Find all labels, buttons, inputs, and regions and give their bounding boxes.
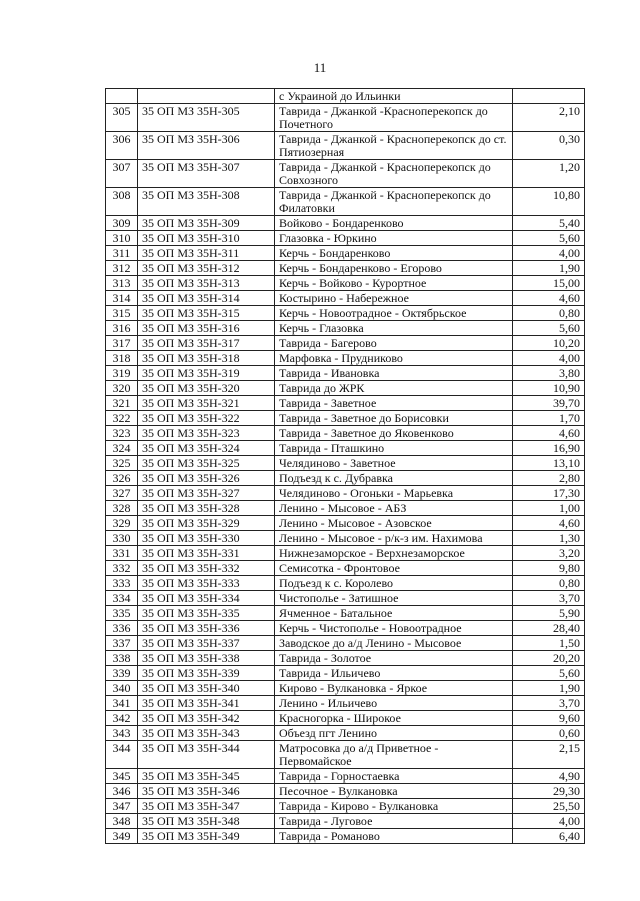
road-name: Ячменное - Батальное: [275, 606, 513, 621]
road-code: 35 ОП МЗ 35Н-345: [138, 769, 275, 784]
road-code: 35 ОП МЗ 35Н-332: [138, 561, 275, 576]
table-row: [106, 441, 585, 456]
road-code: [138, 89, 275, 104]
road-code: 35 ОП МЗ 35Н-348: [138, 814, 275, 829]
table-row: [106, 769, 585, 784]
row-number: 348: [106, 814, 138, 829]
table-row: [106, 666, 585, 681]
row-number: 346: [106, 784, 138, 799]
road-code: 35 ОП МЗ 35Н-306: [138, 132, 275, 160]
road-code: 35 ОП МЗ 35Н-319: [138, 366, 275, 381]
road-length: 3,70: [513, 696, 585, 711]
road-name: Таврида - Золотое: [275, 651, 513, 666]
row-number: 332: [106, 561, 138, 576]
road-code: 35 ОП МЗ 35Н-305: [138, 104, 275, 132]
row-number: 337: [106, 636, 138, 651]
table-row: [106, 621, 585, 636]
row-number: 333: [106, 576, 138, 591]
table-row: [106, 591, 585, 606]
road-length: 3,20: [513, 546, 585, 561]
road-name: Челядиново - Заветное: [275, 456, 513, 471]
road-name: Подъезд к с. Королево: [275, 576, 513, 591]
table-row: [106, 276, 585, 291]
road-name: Керчь - Чистополье - Новоотрадное: [275, 621, 513, 636]
row-number: 342: [106, 711, 138, 726]
road-name: Подъезд к с. Дубравка: [275, 471, 513, 486]
table-row: [106, 456, 585, 471]
table-row: [106, 216, 585, 231]
table-row: [106, 576, 585, 591]
road-name: Таврида - Джанкой - Красноперекопск до Филатовки: [275, 188, 513, 216]
table-row: [106, 814, 585, 829]
page-number: 11: [313, 60, 327, 75]
row-number: 315: [106, 306, 138, 321]
table-row: [106, 799, 585, 814]
road-code: 35 ОП МЗ 35Н-316: [138, 321, 275, 336]
road-code: 35 ОП МЗ 35Н-341: [138, 696, 275, 711]
table-row: [106, 411, 585, 426]
row-number: 323: [106, 426, 138, 441]
table-row: [106, 231, 585, 246]
row-number: 305: [106, 104, 138, 132]
table-row: [106, 516, 585, 531]
road-length: 3,70: [513, 591, 585, 606]
row-number: 314: [106, 291, 138, 306]
road-length: [513, 89, 585, 104]
road-name: Таврида - Луговое: [275, 814, 513, 829]
row-number: 307: [106, 160, 138, 188]
road-code: 35 ОП МЗ 35Н-309: [138, 216, 275, 231]
row-number: 318: [106, 351, 138, 366]
road-length: 5,60: [513, 321, 585, 336]
row-number: 340: [106, 681, 138, 696]
road-name: Таврида - Заветное до Борисовки: [275, 411, 513, 426]
road-length: 1,20: [513, 160, 585, 188]
table-row: [106, 89, 585, 104]
road-length: 28,40: [513, 621, 585, 636]
row-number: 325: [106, 456, 138, 471]
row-number: [106, 89, 138, 104]
road-name: Кирово - Вулкановка - Яркое: [275, 681, 513, 696]
table-row: [106, 336, 585, 351]
row-number: 336: [106, 621, 138, 636]
road-length: 1,70: [513, 411, 585, 426]
road-name: Песочное - Вулкановка: [275, 784, 513, 799]
table-row: [106, 188, 585, 216]
road-length: 1,30: [513, 531, 585, 546]
road-name: Керчь - Бондаренково - Егорово: [275, 261, 513, 276]
row-number: 330: [106, 531, 138, 546]
table-row: [106, 132, 585, 160]
table-row: [106, 561, 585, 576]
road-length: 9,80: [513, 561, 585, 576]
road-name: Нижнезаморское - Верхнезаморское: [275, 546, 513, 561]
road-name: Таврида до ЖРК: [275, 381, 513, 396]
row-number: 321: [106, 396, 138, 411]
road-code: 35 ОП МЗ 35Н-311: [138, 246, 275, 261]
road-name: Таврида - Кирово - Вулкановка: [275, 799, 513, 814]
table-row: [106, 291, 585, 306]
road-length: 3,80: [513, 366, 585, 381]
road-length: 9,60: [513, 711, 585, 726]
road-name: Глазовка - Юркино: [275, 231, 513, 246]
road-length: 2,15: [513, 741, 585, 769]
road-code: 35 ОП МЗ 35Н-308: [138, 188, 275, 216]
road-code: 35 ОП МЗ 35Н-326: [138, 471, 275, 486]
road-code: 35 ОП МЗ 35Н-349: [138, 829, 275, 844]
road-code: 35 ОП МЗ 35Н-347: [138, 799, 275, 814]
road-code: 35 ОП МЗ 35Н-333: [138, 576, 275, 591]
row-number: 335: [106, 606, 138, 621]
row-number: 312: [106, 261, 138, 276]
road-code: 35 ОП МЗ 35Н-330: [138, 531, 275, 546]
road-code: 35 ОП МЗ 35Н-329: [138, 516, 275, 531]
road-name: с Украиной до Ильинки: [275, 89, 513, 104]
road-length: 4,60: [513, 516, 585, 531]
road-name: Керчь - Новоотрадное - Октябрьское: [275, 306, 513, 321]
road-length: 0,80: [513, 306, 585, 321]
row-number: 334: [106, 591, 138, 606]
road-length: 1,90: [513, 681, 585, 696]
road-name: Таврида - Багерово: [275, 336, 513, 351]
road-name: Таврида - Горностаевка: [275, 769, 513, 784]
row-number: 320: [106, 381, 138, 396]
road-length: 4,00: [513, 814, 585, 829]
row-number: 322: [106, 411, 138, 426]
table-row: [106, 321, 585, 336]
table-row: [106, 681, 585, 696]
road-code: 35 ОП МЗ 35Н-339: [138, 666, 275, 681]
road-code: 35 ОП МЗ 35Н-342: [138, 711, 275, 726]
road-name: Таврида - Ильичево: [275, 666, 513, 681]
row-number: 326: [106, 471, 138, 486]
road-code: 35 ОП МЗ 35Н-321: [138, 396, 275, 411]
road-code: 35 ОП МЗ 35Н-313: [138, 276, 275, 291]
row-number: 339: [106, 666, 138, 681]
road-length: 1,50: [513, 636, 585, 651]
road-length: 4,60: [513, 426, 585, 441]
table-row: [106, 261, 585, 276]
table-row: [106, 696, 585, 711]
table-row: [106, 396, 585, 411]
road-code: 35 ОП МЗ 35Н-324: [138, 441, 275, 456]
road-code: 35 ОП МЗ 35Н-346: [138, 784, 275, 799]
road-name: Семисотка - Фронтовое: [275, 561, 513, 576]
road-length: 2,10: [513, 104, 585, 132]
road-length: 10,80: [513, 188, 585, 216]
table-row: [106, 726, 585, 741]
road-code: 35 ОП МЗ 35Н-307: [138, 160, 275, 188]
row-number: 306: [106, 132, 138, 160]
road-length: 15,00: [513, 276, 585, 291]
row-number: 347: [106, 799, 138, 814]
road-name: Таврида - Джанкой - Красноперекопск до Совхозного: [275, 160, 513, 188]
road-code: 35 ОП МЗ 35Н-314: [138, 291, 275, 306]
road-code: 35 ОП МЗ 35Н-327: [138, 486, 275, 501]
road-length: 4,00: [513, 246, 585, 261]
row-number: 331: [106, 546, 138, 561]
table-row: [106, 486, 585, 501]
row-number: 317: [106, 336, 138, 351]
row-number: 308: [106, 188, 138, 216]
road-name: Заводское до а/д Ленино - Мысовое: [275, 636, 513, 651]
road-name: Таврида - Пташкино: [275, 441, 513, 456]
road-name: Ленино - Мысовое - р/к-з им. Нахимова: [275, 531, 513, 546]
road-length: 10,20: [513, 336, 585, 351]
road-name: Керчь - Войково - Курортное: [275, 276, 513, 291]
road-code: 35 ОП МЗ 35Н-320: [138, 381, 275, 396]
road-length: 39,70: [513, 396, 585, 411]
road-length: 17,30: [513, 486, 585, 501]
road-length: 0,80: [513, 576, 585, 591]
row-number: 319: [106, 366, 138, 381]
road-length: 5,90: [513, 606, 585, 621]
table-row: [106, 246, 585, 261]
row-number: 311: [106, 246, 138, 261]
row-number: 344: [106, 741, 138, 769]
road-code: 35 ОП МЗ 35Н-334: [138, 591, 275, 606]
road-length: 5,60: [513, 666, 585, 681]
table-row: [106, 306, 585, 321]
road-code: 35 ОП МЗ 35Н-317: [138, 336, 275, 351]
row-number: 345: [106, 769, 138, 784]
road-length: 5,40: [513, 216, 585, 231]
table-row: [106, 711, 585, 726]
road-code: 35 ОП МЗ 35Н-318: [138, 351, 275, 366]
table-row: [106, 651, 585, 666]
road-name: Керчь - Глазовка: [275, 321, 513, 336]
row-number: 328: [106, 501, 138, 516]
row-number: 313: [106, 276, 138, 291]
road-code: 35 ОП МЗ 35Н-340: [138, 681, 275, 696]
roads-table-body: [106, 89, 585, 844]
table-row: [106, 606, 585, 621]
table-row: [106, 531, 585, 546]
table-row: [106, 741, 585, 769]
row-number: 324: [106, 441, 138, 456]
road-code: 35 ОП МЗ 35Н-312: [138, 261, 275, 276]
road-name: Костырино - Набережное: [275, 291, 513, 306]
table-row: [106, 381, 585, 396]
table-row: [106, 351, 585, 366]
road-name: Керчь - Бондаренково: [275, 246, 513, 261]
row-number: 343: [106, 726, 138, 741]
road-name: Красногорка - Широкое: [275, 711, 513, 726]
road-code: 35 ОП МЗ 35Н-344: [138, 741, 275, 769]
road-name: Таврида - Джанкой - Красноперекопск до ст. Пятиозерная: [275, 132, 513, 160]
table-row: [106, 104, 585, 132]
table-row: [106, 829, 585, 844]
road-length: 5,60: [513, 231, 585, 246]
row-number: 349: [106, 829, 138, 844]
roads-table: [105, 88, 585, 844]
road-length: 10,90: [513, 381, 585, 396]
road-code: 35 ОП МЗ 35Н-338: [138, 651, 275, 666]
road-name: Таврида - Джанкой -Красноперекопск до Почетного: [275, 104, 513, 132]
row-number: 316: [106, 321, 138, 336]
road-name: Объезд пгт Ленино: [275, 726, 513, 741]
road-code: 35 ОП МЗ 35Н-335: [138, 606, 275, 621]
road-length: 25,50: [513, 799, 585, 814]
road-length: 16,90: [513, 441, 585, 456]
road-length: 1,00: [513, 501, 585, 516]
road-name: Ленино - Ильичево: [275, 696, 513, 711]
road-code: 35 ОП МЗ 35Н-315: [138, 306, 275, 321]
road-code: 35 ОП МЗ 35Н-323: [138, 426, 275, 441]
row-number: 338: [106, 651, 138, 666]
road-length: 4,00: [513, 351, 585, 366]
table-row: [106, 784, 585, 799]
table-row: [106, 471, 585, 486]
road-code: 35 ОП МЗ 35Н-310: [138, 231, 275, 246]
table-row: [106, 426, 585, 441]
row-number: 310: [106, 231, 138, 246]
road-name: Войково - Бондаренково: [275, 216, 513, 231]
road-length: 0,60: [513, 726, 585, 741]
road-name: Таврида - Романово: [275, 829, 513, 844]
road-name: Марфовка - Прудниково: [275, 351, 513, 366]
row-number: 309: [106, 216, 138, 231]
row-number: 329: [106, 516, 138, 531]
road-code: 35 ОП МЗ 35Н-343: [138, 726, 275, 741]
road-length: 20,20: [513, 651, 585, 666]
road-name: Чистополье - Затишное: [275, 591, 513, 606]
road-length: 4,60: [513, 291, 585, 306]
table-row: [106, 501, 585, 516]
road-length: 2,80: [513, 471, 585, 486]
road-name: Таврида - Заветное до Яковенково: [275, 426, 513, 441]
road-length: 4,90: [513, 769, 585, 784]
road-code: 35 ОП МЗ 35Н-337: [138, 636, 275, 651]
table-row: [106, 636, 585, 651]
road-length: 13,10: [513, 456, 585, 471]
road-name: Ленино - Мысовое - АБЗ: [275, 501, 513, 516]
road-code: 35 ОП МЗ 35Н-325: [138, 456, 275, 471]
road-name: Ленино - Мысовое - Азовское: [275, 516, 513, 531]
road-name: Матросовка до а/д Приветное - Первомайское: [275, 741, 513, 769]
road-length: 0,30: [513, 132, 585, 160]
road-length: 29,30: [513, 784, 585, 799]
road-name: Таврида - Ивановка: [275, 366, 513, 381]
road-name: Таврида - Заветное: [275, 396, 513, 411]
table-row: [106, 366, 585, 381]
road-length: 1,90: [513, 261, 585, 276]
table-row: [106, 546, 585, 561]
road-code: 35 ОП МЗ 35Н-328: [138, 501, 275, 516]
row-number: 341: [106, 696, 138, 711]
road-length: 6,40: [513, 829, 585, 844]
table-row: [106, 160, 585, 188]
road-code: 35 ОП МЗ 35Н-322: [138, 411, 275, 426]
row-number: 327: [106, 486, 138, 501]
road-code: 35 ОП МЗ 35Н-336: [138, 621, 275, 636]
road-name: Челядиново - Огоньки - Марьевка: [275, 486, 513, 501]
road-code: 35 ОП МЗ 35Н-331: [138, 546, 275, 561]
